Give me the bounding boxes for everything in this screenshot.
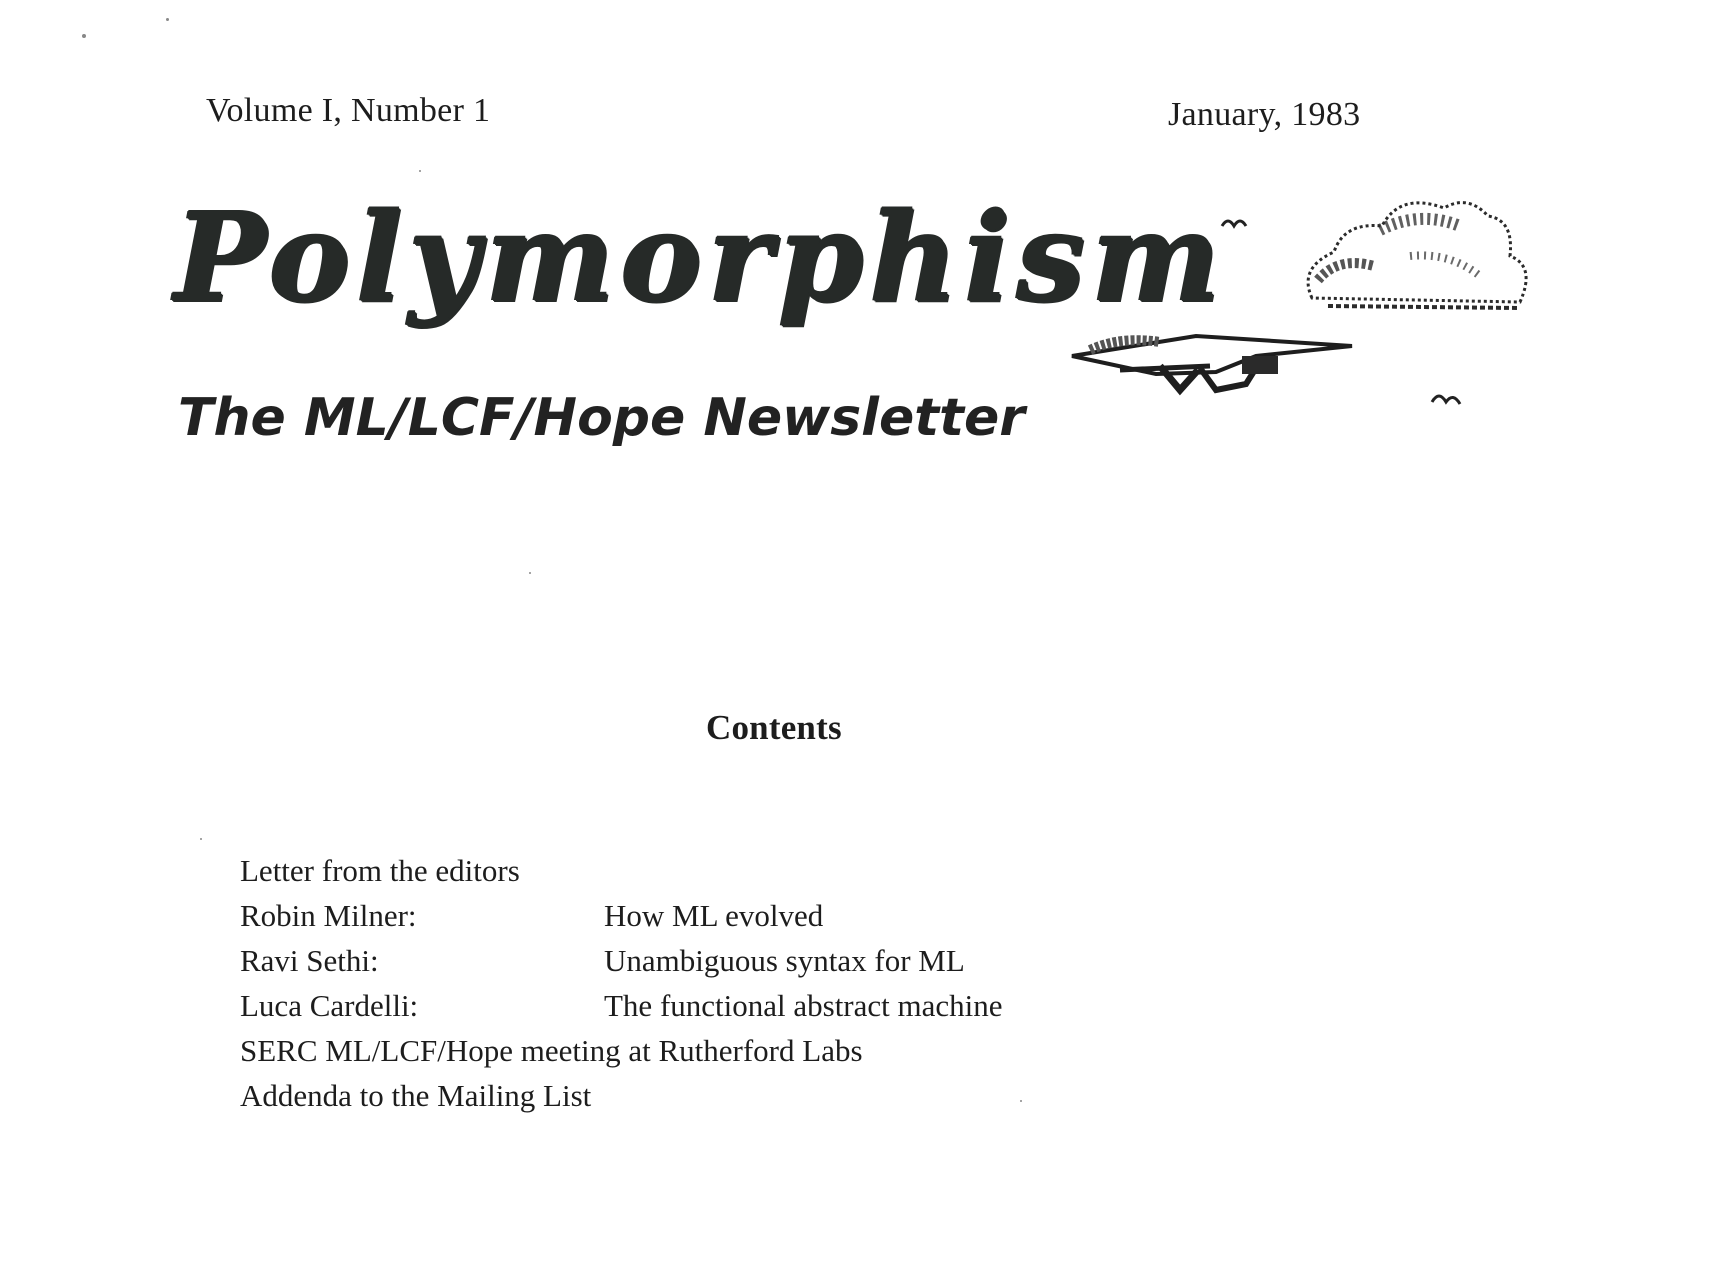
toc-author: Luca Cardelli: — [240, 988, 419, 1023]
cloud-icon — [1308, 203, 1526, 308]
contents-heading: Contents — [706, 708, 842, 747]
toc-article-title: The functional abstract machine — [604, 988, 1003, 1023]
scan-speck — [419, 170, 421, 172]
scan-speck — [529, 572, 531, 574]
scan-speck — [200, 838, 202, 840]
bird-icon — [1222, 221, 1246, 226]
bird-icon — [1432, 396, 1460, 404]
airplane-icon — [1072, 336, 1352, 390]
newsletter-subtitle: The ML/LCF/Hope Newsletter — [178, 388, 1025, 448]
volume-number: Volume I, Number 1 — [206, 92, 491, 129]
cloud-plane-illustration — [1060, 170, 1570, 430]
issue-date: January, 1983 — [1168, 96, 1361, 133]
toc-author: Ravi Sethi: — [240, 943, 379, 978]
scan-speck — [166, 18, 169, 21]
scan-speck — [82, 34, 86, 38]
toc-article-title: Unambiguous syntax for ML — [604, 943, 965, 978]
toc-article-title: How ML evolved — [604, 898, 824, 933]
toc-author: Robin Milner: — [240, 898, 417, 933]
newsletter-title: Polymorphism — [174, 185, 1226, 329]
toc-entry: SERC ML/LCF/Hope meeting at Rutherford Labs — [240, 1033, 863, 1068]
toc-entry: Letter from the editors — [240, 853, 520, 888]
toc-entry: Addenda to the Mailing List — [240, 1078, 592, 1113]
scan-speck — [1020, 1100, 1022, 1102]
